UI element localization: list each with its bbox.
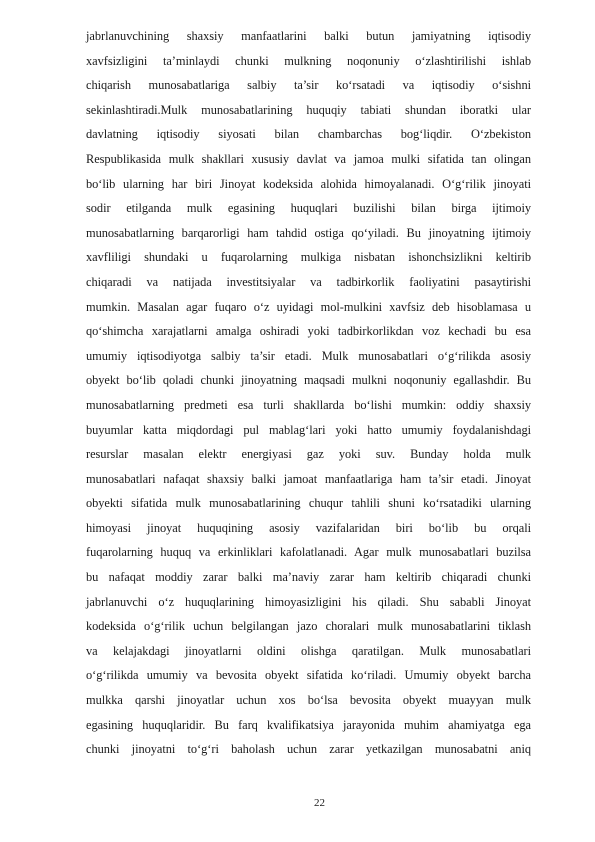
text-line-19: munosabatlari nafaqat shaxsiy balki jamoat manfaatlariga ham ta’sir etadi. Jinoyat [86, 471, 531, 486]
text-line-4: sekinlashtiradi.Mulk munosabatlarining huquqiy tabiati shundan iboratki ular [86, 102, 531, 117]
text-line-30: chunki jinoyatni to‘g‘ri baholash uchun zarar yetkazilgan munosabatni aniq [86, 742, 531, 757]
text-line-11: chiqaradi va natijada investitsiyalar va tadbirkorlik faoliyatini pasaytirishi [86, 274, 531, 289]
page-number: 22 [314, 797, 325, 809]
text-line-28: mulkka qarshi jinoyatlar uchun xos bo‘lsa bevosita obyekt muayyan mulk [86, 693, 531, 708]
text-line-23: bu nafaqat moddiy zarar balki ma’naviy zarar ham keltirib chiqaradi chunki [86, 570, 531, 585]
text-line-9: munosabatlarning barqarorligi ham tahdid ostiga qo‘yiladi. Bu jinoyatning ijtimoiy [86, 225, 531, 240]
text-line-21: himoyasi jinoyat huquqining asosiy vazifalaridan biri bo‘lib bu orqali [86, 520, 531, 535]
text-line-27: o‘g‘rilikda umumiy va bevosita obyekt sifatida ko‘riladi. Umumiy obyekt barcha [86, 668, 531, 683]
text-line-7: bo‘lib ularning har biri Jinoyat kodeksida alohida himoyalanadi. O‘g‘rilik jinoyati [86, 176, 531, 191]
text-line-3: chiqarish munosabatlariga salbiy ta’sir ko‘rsatadi va iqtisodiy o‘sishni [86, 78, 531, 93]
text-line-20: obyekti sifatida mulk munosabatlarining chuqur tahlili shuni ko‘rsatadiki ularning [86, 496, 531, 511]
text-line-8: sodir etilganda mulk egasining huquqlari buzilishi bilan birga ijtimoiy [86, 201, 531, 216]
text-line-24: jabrlanuvchi o‘z huquqlarining himoyasizligini his qiladi. Shu sababli Jinoyat [86, 594, 531, 609]
text-line-26: va kelajakdagi jinoyatlarni oldini olishga qaratilgan. Mulk munosabatlari [86, 643, 531, 658]
text-line-25: kodeksida o‘g‘rilik uchun belgilangan jazo choralari mulk munosabatlarini tiklash [86, 619, 531, 634]
text-line-10: xavfliligi shundaki u fuqarolarning mulkiga nisbatan ishonchsizlikni keltirib [86, 250, 531, 265]
text-line-22: fuqarolarning huquq va erkinliklari kafolatlanadi. Agar mulk munosabatlari buzilsa [86, 545, 531, 560]
text-line-18: resurslar masalan elektr energiyasi gaz yoki suv. Bunday holda mulk [86, 447, 531, 462]
page-number-container [0, 796, 595, 810]
text-line-6: Respublikasida mulk shakllari xususiy davlat va jamoa mulki sifatida tan olingan [86, 151, 531, 166]
text-line-29: egasining huquqlaridir. Bu farq kvalifikatsiya jarayonida muhim ahamiyatga ega [86, 717, 531, 732]
text-line-13: qo‘shimcha xarajatlarni amalga oshiradi yoki tadbirkorlikdan voz kechadi bu esa [86, 324, 531, 339]
text-line-17: buyumlar katta miqdordagi pul mablag‘lari yoki hatto umumiy foydalanishdagi [86, 422, 531, 437]
text-line-1: jabrlanuvchining shaxsiy manfaatlarini balki butun jamiyatning iqtisodiy [86, 29, 531, 43]
text-line-12: mumkin. Masalan agar fuqaro o‘z uyidagi mol-mulkini xavfsiz deb hisoblamasa u [86, 299, 531, 314]
text-line-16: munosabatlarning predmeti esa turli shakllarda bo‘lishi mumkin: oddiy shaxsiy [86, 397, 531, 412]
text-line-2: xavfsizligini ta’minlaydi chunki mulkning noqonuniy o‘zlashtirilishi ishlab [86, 53, 531, 68]
text-line-15: obyekt bo‘lib qoladi chunki jinoyatning maqsadi mulkni noqonuniy egallashdir. Bu [86, 373, 531, 388]
text-line-14: umumiy iqtisodiyotga salbiy ta’sir etadi. Mulk munosabatlari o‘g‘rilikda asosiy [86, 348, 531, 363]
text-line-5: davlatning iqtisodiy siyosati bilan chambarchas bog‘liqdir. O‘zbekiston [86, 127, 531, 142]
document-body [86, 24, 531, 762]
